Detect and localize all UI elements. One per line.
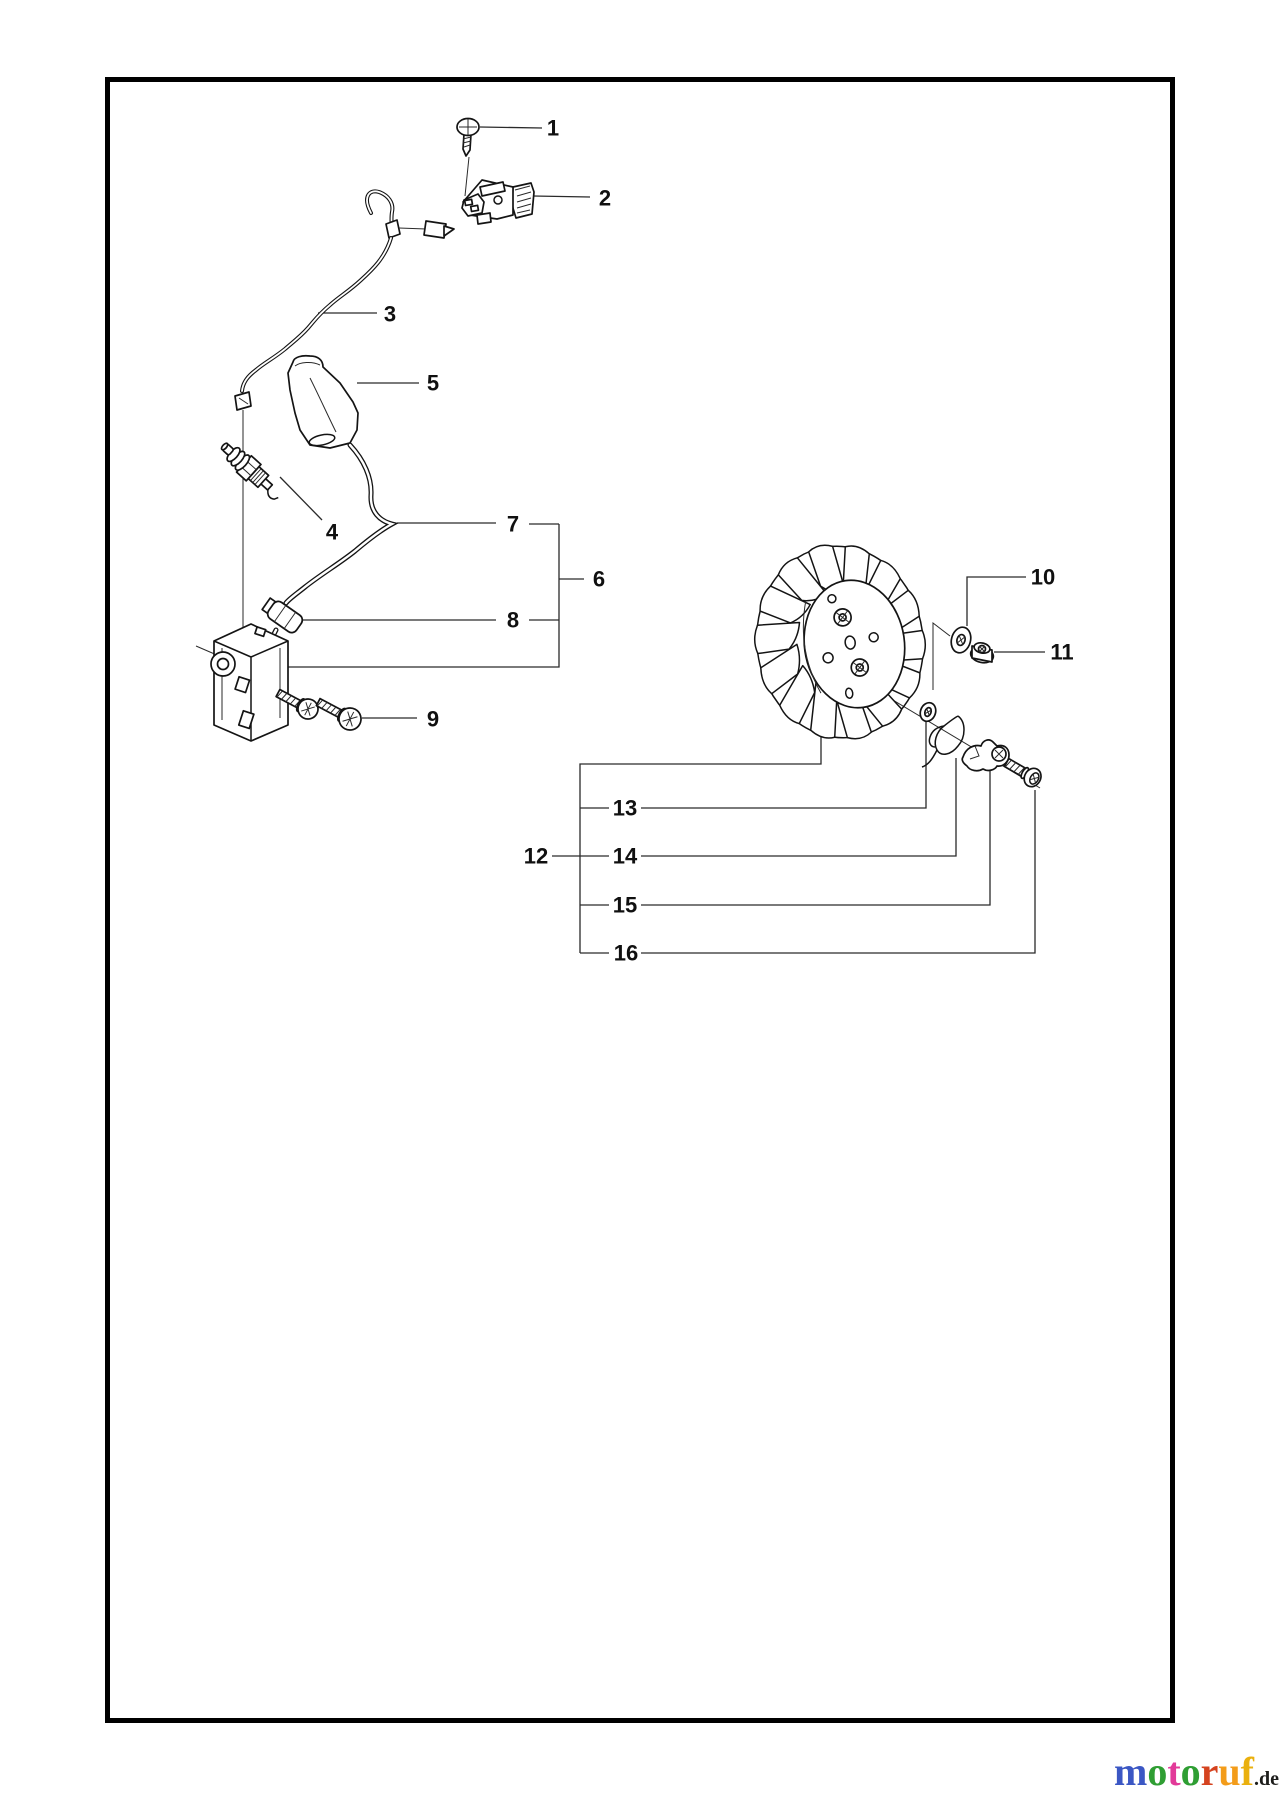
callout-9: 9 [426, 706, 440, 732]
motoruf-logo-tld: .de [1254, 1768, 1279, 1790]
logo-letter: r [1200, 1749, 1219, 1794]
callout-8: 8 [506, 607, 520, 633]
callout-14: 14 [612, 843, 638, 869]
callout-6: 6 [592, 566, 606, 592]
callout-13: 13 [612, 795, 638, 821]
callout-10: 10 [1030, 564, 1056, 590]
callout-5: 5 [426, 370, 440, 396]
logo-letter: f [1240, 1749, 1254, 1794]
motoruf-logo [1114, 1749, 1279, 1794]
callout-leader-lines [196, 127, 1045, 953]
callout-labels [326, 116, 1074, 966]
logo-letter: o [1147, 1749, 1168, 1794]
washer-part-10 [948, 625, 973, 655]
screw-part-9b [313, 692, 365, 733]
pawl-part-15 [962, 740, 1009, 771]
spring-clip-part-14 [922, 716, 964, 767]
callout-1: 1 [546, 115, 560, 141]
ignition-cable-part-7 [286, 445, 392, 603]
callout-12: 12 [523, 843, 549, 869]
callout-7: 7 [506, 511, 520, 537]
screw-part-16 [1002, 754, 1044, 789]
callout-4: 4 [325, 519, 339, 545]
spark-plug-boot-part-5 [288, 356, 358, 448]
washer-part-13 [918, 701, 939, 724]
callout-15: 15 [612, 892, 638, 918]
ignition-module-part-2 [462, 180, 534, 224]
motoruf-logo-word [1114, 1749, 1254, 1794]
nut-part-11 [969, 641, 995, 664]
logo-letter: m [1114, 1749, 1148, 1794]
logo-letter: u [1218, 1749, 1241, 1794]
diagram-frame [108, 80, 1173, 1721]
spark-plug-part-4 [216, 437, 287, 504]
logo-letter: t [1167, 1749, 1181, 1794]
callout-3: 3 [383, 301, 397, 327]
flywheel-part-12 [743, 533, 938, 751]
cable-sleeve-part-8 [260, 596, 304, 635]
logo-letter: o [1180, 1749, 1201, 1794]
callout-2: 2 [598, 185, 612, 211]
callout-16: 16 [613, 940, 639, 966]
ignition-coil-part-6 [211, 624, 288, 741]
screw-part-1 [457, 119, 479, 157]
callout-11: 11 [1050, 639, 1074, 665]
